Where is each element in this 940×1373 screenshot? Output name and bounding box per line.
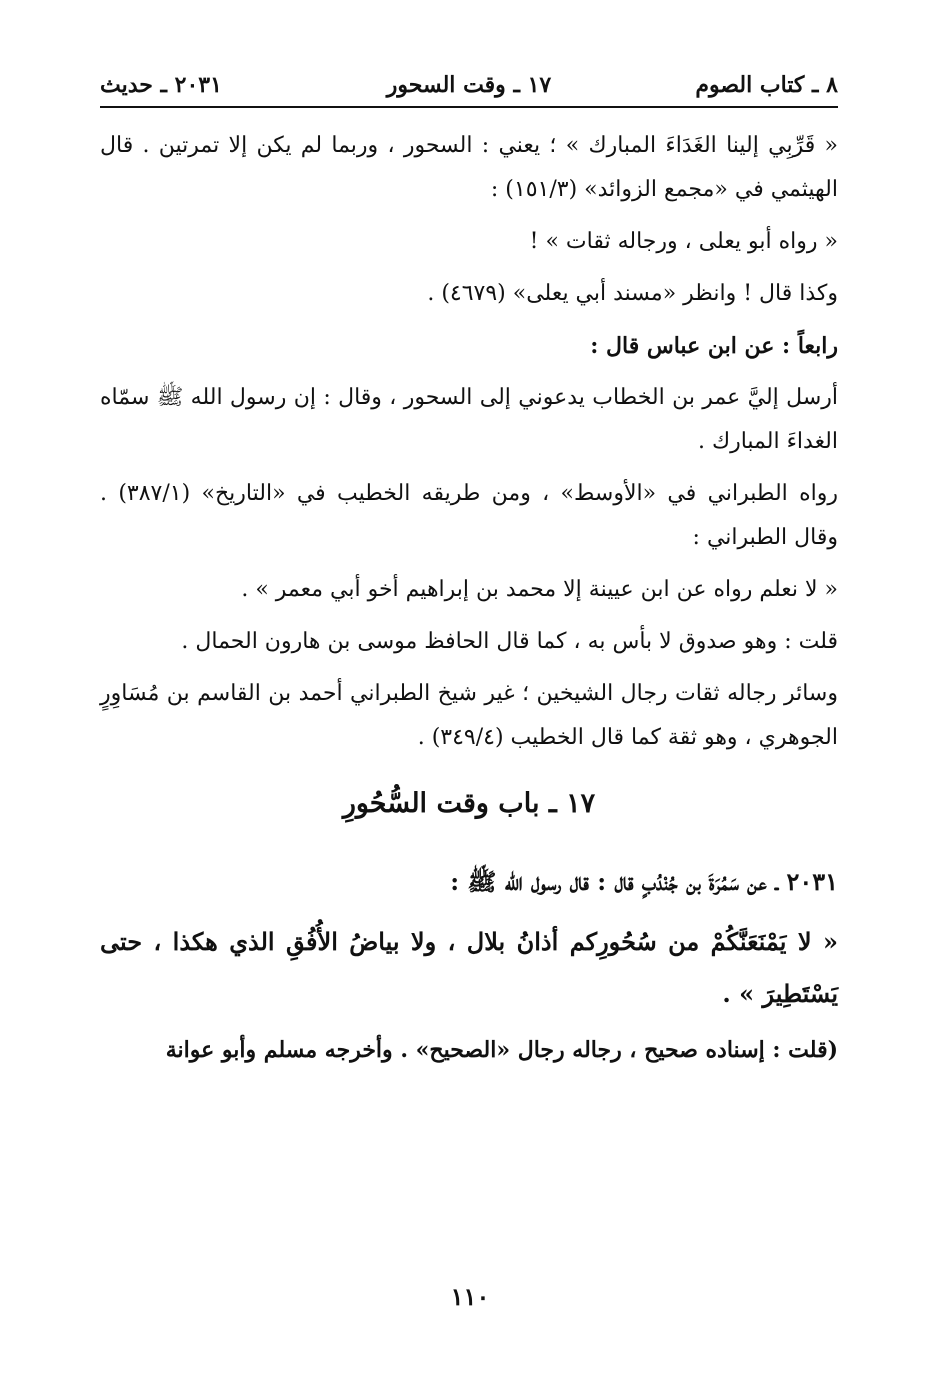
paragraph: وسائر رجاله ثقات رجال الشيخين ؛ غير شيخ الطبراني أحمد بن القاسم بن مُسَاوِرٍ الجوهري ، وهو ثقة كما قال الخطيب (٣٤٩/٤) . [100, 681, 838, 750]
header-hadith-ref: ٢٠٣١ ـ حديث [100, 72, 222, 98]
paragraph: رواه الطبراني في «الأوسط» ، ومن طريقه الخطيب في «التاريخ» (٣٨٧/١) . وقال الطبراني : [100, 481, 838, 550]
chapter-title: ١٧ ـ باب وقت السُّحُورِ [342, 788, 596, 819]
header-divider [100, 106, 838, 108]
hadith-intro: ٢٠٣١ ـ عن سَمُرَةَ بن جُنْدُبٍ قال : قال رسول الله ﷺ : [450, 867, 838, 896]
paragraph: وكذا قال ! وانظر «مسند أبي يعلى» (٤٦٧٩) . [427, 281, 838, 306]
header-chapter: ٨ ـ كتاب الصوم [695, 72, 838, 98]
quote-paragraph: « لا نعلم رواه عن ابن عيينة إلا محمد بن إبراهيم أخو أبي معمر » . [241, 577, 838, 602]
header-section: ١٧ ـ وقت السحور [386, 72, 552, 98]
paragraph: « قَرِّبِي إلينا الغَدَاءَ المبارك » ؛ يعني : السحور ، وربما لم يكن إلا تمرتين . قال الهيثمي في «مجمع الزوائد» (١٥١/٣) : [100, 133, 838, 202]
page-number: ١١٠ [450, 1282, 490, 1311]
paragraph: قلت : وهو صدوق لا بأس به ، كما قال الحافظ موسى بن هارون الحمال . [181, 629, 838, 654]
final-paragraph: (قلت : إسناده صحيح ، رجاله رجال «الصحيح» . وأخرجه مسلم وأبو عوانة [165, 1037, 838, 1063]
quote-paragraph: « رواه أبو يعلى ، ورجاله ثقات » ! [529, 229, 838, 254]
paragraph: أرسل إليَّ عمر بن الخطاب يدعوني إلى السحور ، وقال : إن رسول الله ﷺ سمّاه الغداءَ المبارك . [100, 385, 838, 454]
subsection-heading: رابعاً : عن ابن عباس قال : [590, 333, 838, 359]
running-header [100, 70, 838, 104]
page-body [100, 124, 838, 1080]
hadith-text: « لا يَمْنَعَنَّكُمْ من سُحُورِكم أذانُ بلال ، ولا بياضُ الأُفُقِ الذي هكذا ، حتى يَسْتَطِيرَ » . [100, 927, 838, 1008]
